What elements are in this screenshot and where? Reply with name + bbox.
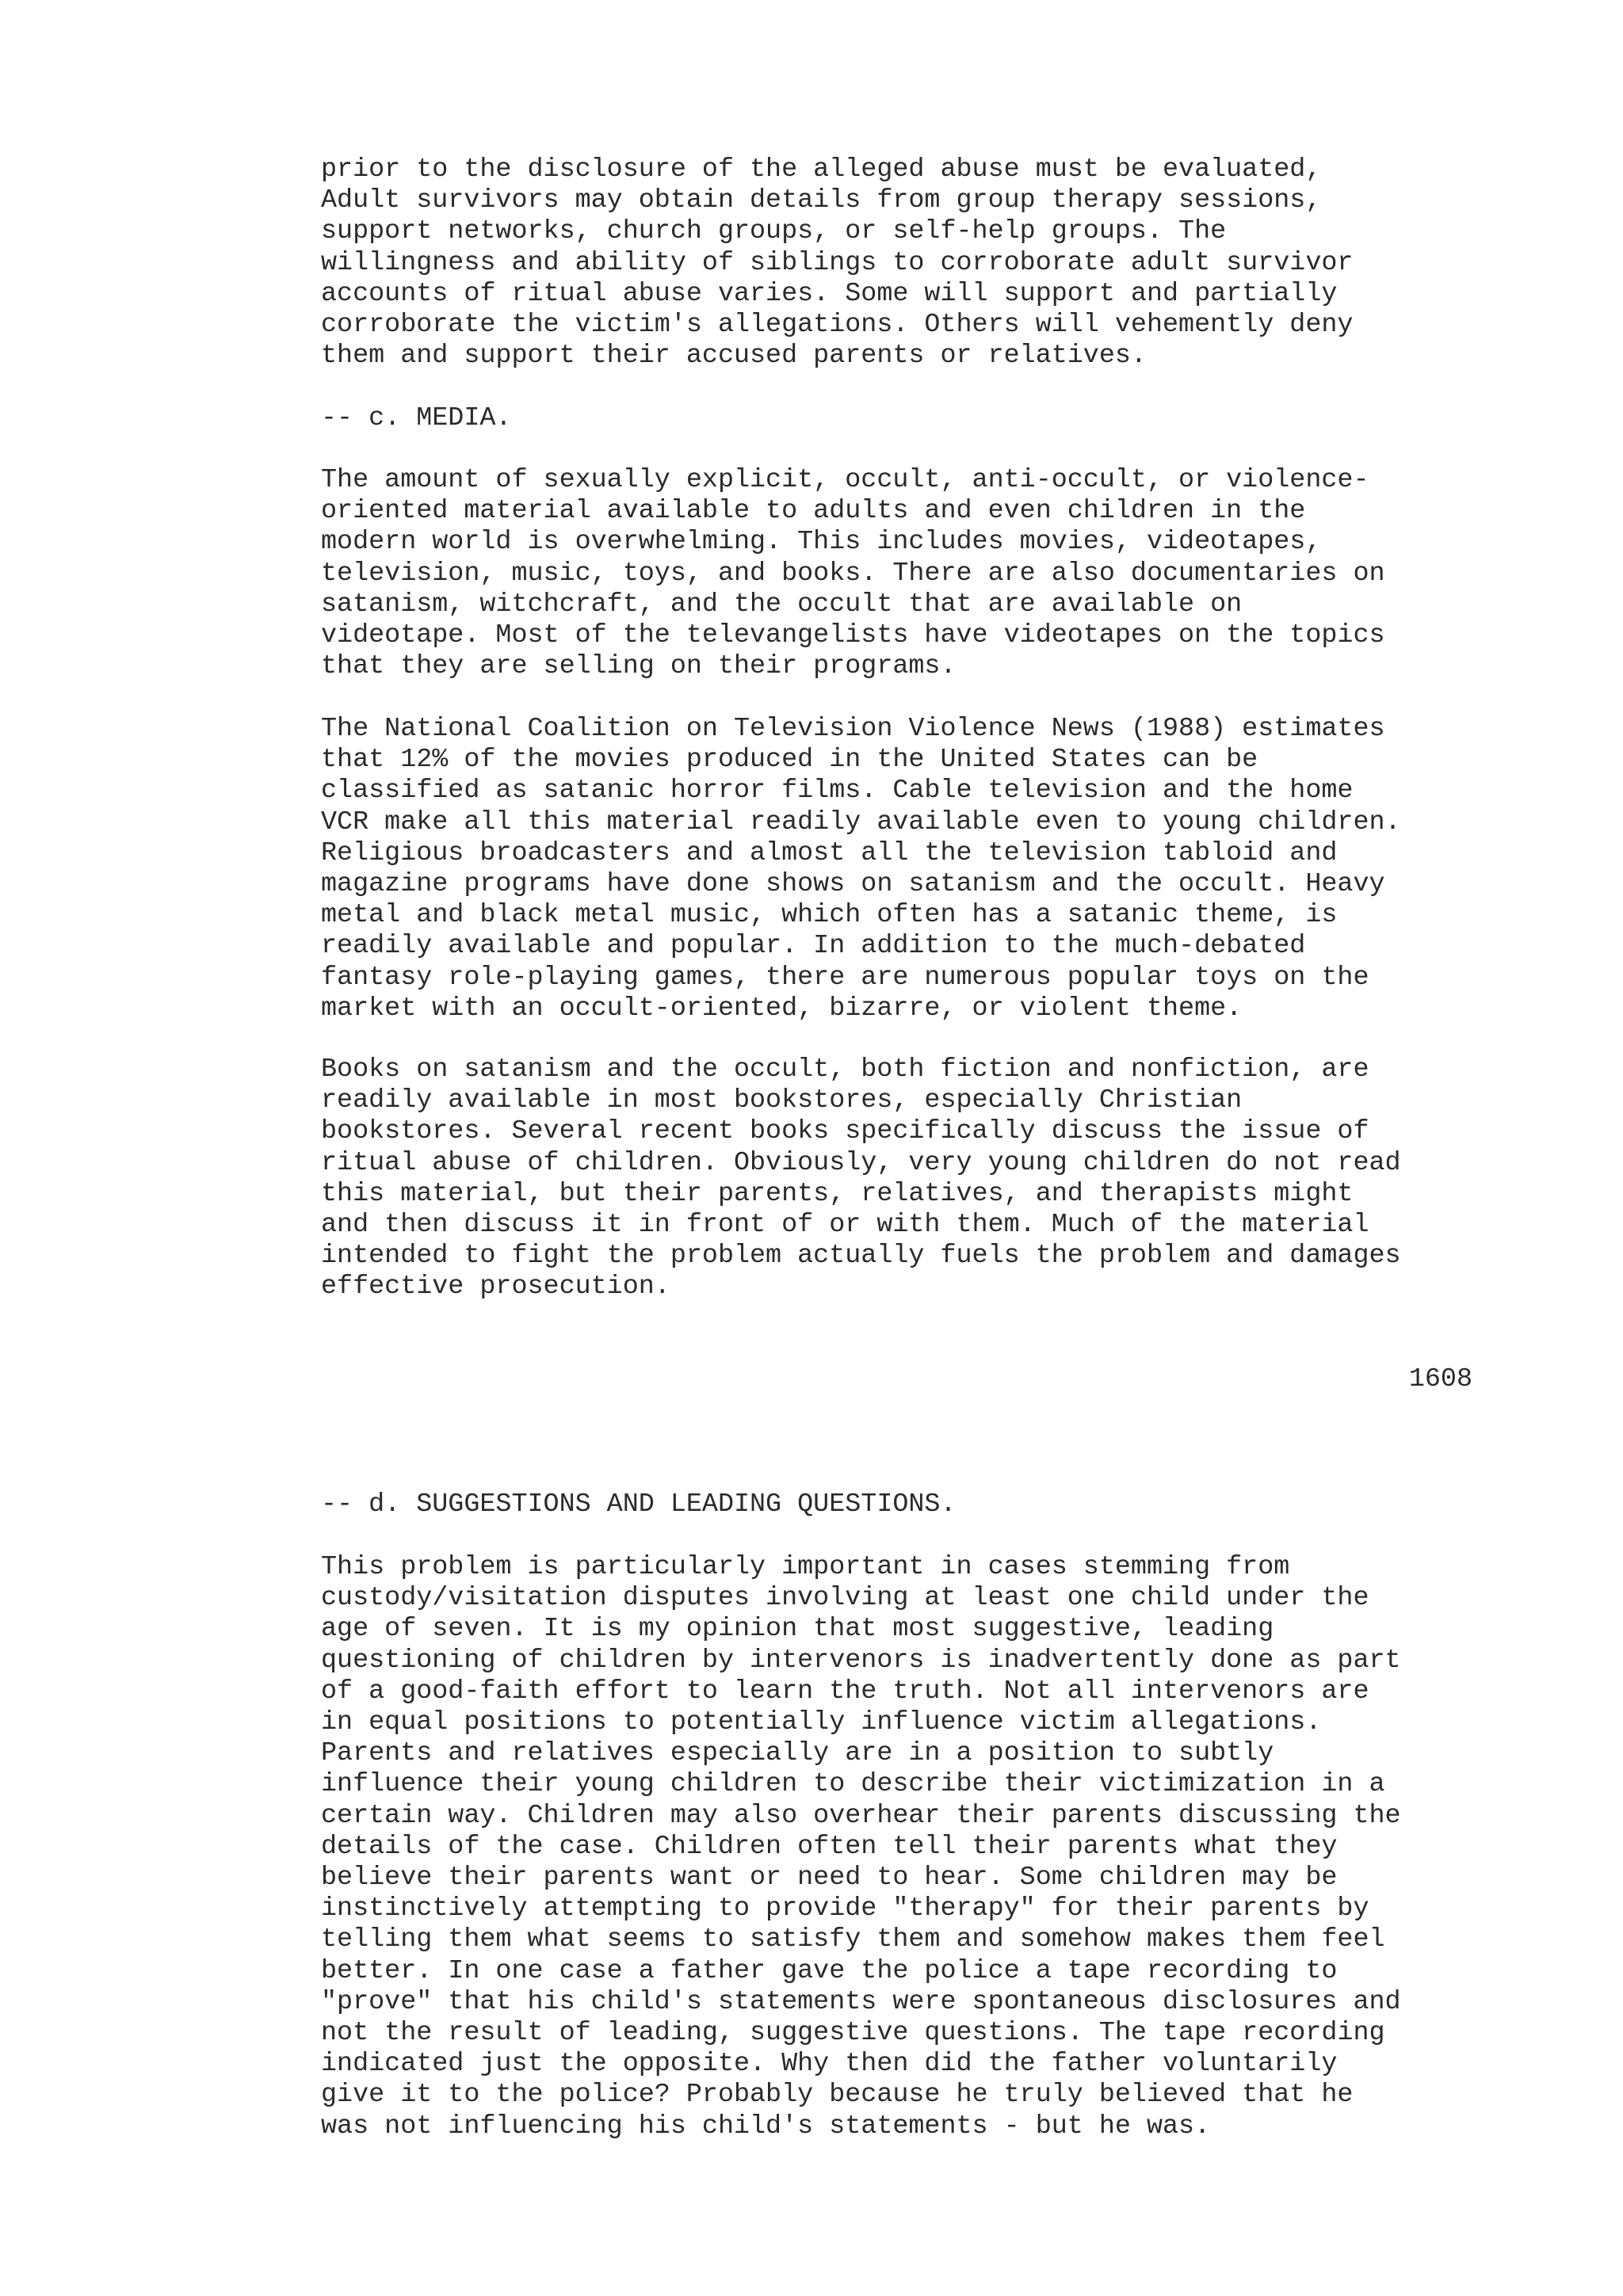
media-section-heading: -- c. MEDIA.: [321, 403, 512, 433]
suggestions-section-heading: -- d. SUGGESTIONS AND LEADING QUESTIONS.: [321, 1489, 957, 1520]
intro-paragraph: prior to the disclosure of the alleged abuse must be evaluated, Adult survivors may obtain details from group therapy sessions, support networks, church groups, or self-help groups. The willingness and ability of siblings to corroborate adult survivor accounts of ritual abuse varies. Some will support and partially corroborate the victim's allegations. Others will vehemently deny them and support their accused parents or relatives.: [321, 154, 1354, 372]
media-paragraph-1: The amount of sexually explicit, occult, anti-occult, or violence- oriented material available to adults and even children in the modern world is overwhelming. This includes movies, videotapes, television, music, toys, and books. There are also documentaries on satanism, witchcraft, and the occult that are available on videotape. Most of the televangelists have videotapes on the topics that they are selling on their programs.: [321, 465, 1385, 682]
page-number: 1608: [1408, 1364, 1472, 1394]
media-paragraph-3: Books on satanism and the occult, both fiction and nonfiction, are readily available in most bookstores, especially Christian bookstores. Several recent books specifically discuss the issue of ritual abuse of children. Obviously, very young children do not read this material, but their parents, relatives, and therapists might and then discuss it in front of or with them. Much of the material intended to fight the problem actually fuels the problem and damages effective prosecution.: [321, 1055, 1401, 1302]
media-paragraph-2: The National Coalition on Television Violence News (1988) estimates that 12% of the movies produced in the United States can be classified as satanic horror films. Cable television and the home VCR make all this material readily available even to young children. Religious broadcasters and almost all the television tabloid and magazine programs have done shows on satanism and the occult. Heavy metal and black metal music, which often has a satanic theme, is readily available and popular. In addition to the much-debated fantasy role-playing games, there are numerous popular toys on the market with an occult-oriented, bizarre, or violent theme.: [321, 714, 1401, 1024]
suggestions-paragraph: This problem is particularly important in cases stemming from custody/visitation disputes involving at least one child under the age of seven. It is my opinion that most suggestive, leading questioning of children by intervenors is inadvertently done as part of a good-faith effort to learn the truth. Not all intervenors are in equal positions to potentially influence victim allegations. Parents and relatives especially are in a position to subtly influence their young children to describe their victimization in a certain way. Children may also overhear their parents discussing the details of the case. Children often tell their parents what they believe their parents want or need to hear. Some children may be instinctively attempting to provide "therapy" for their parents by telling them what seems to satisfy them and somehow makes them feel better. In one case a father gave the police a tape recording to "prove" that his child's statements were spontaneous disclosures and not the result of leading, suggestive questions. The tape recording indicated just the opposite. Why then did the father voluntarily give it to the police? Probably because he truly believed that he was not influencing his child's statements - but he was.: [321, 1552, 1401, 2142]
